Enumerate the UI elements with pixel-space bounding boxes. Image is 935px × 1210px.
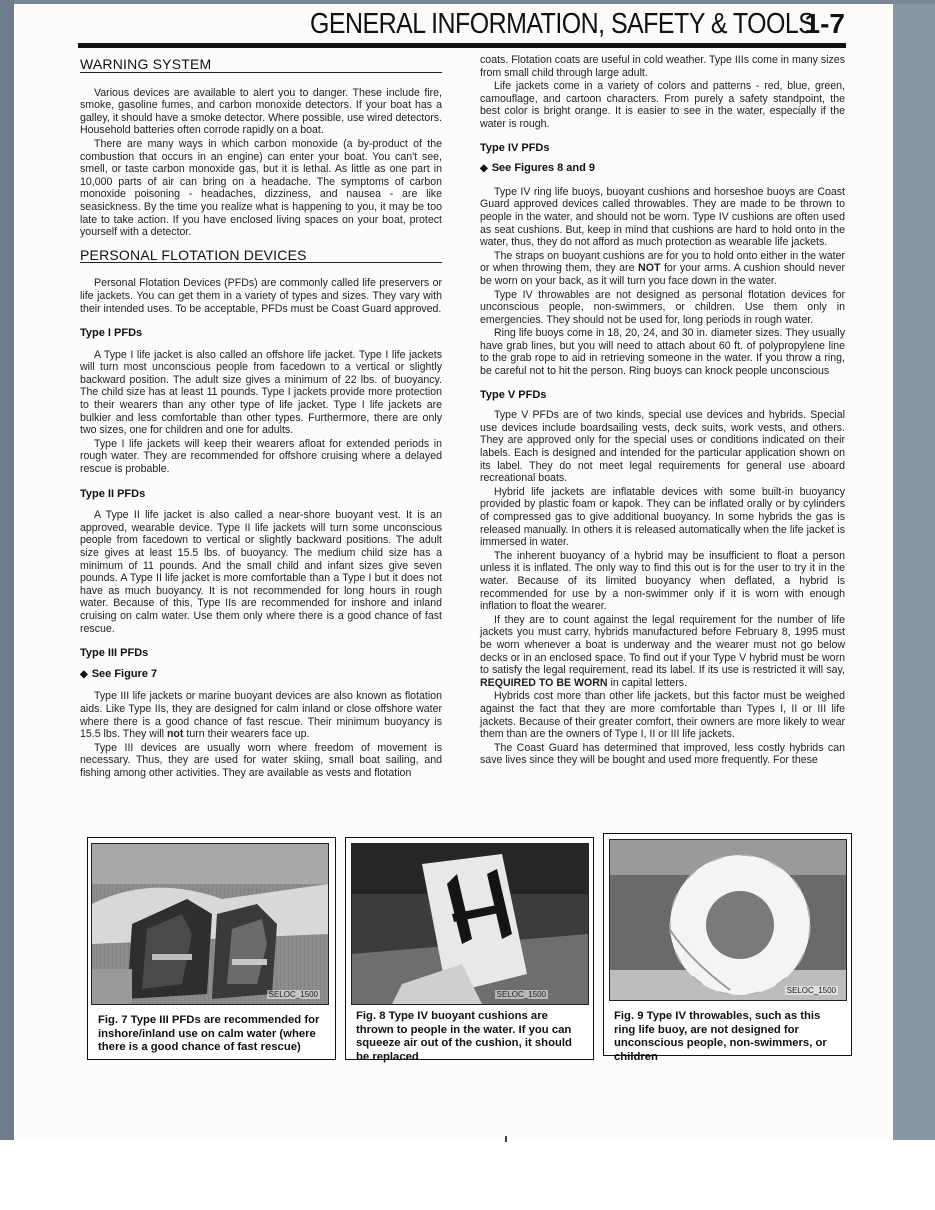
page-title: GENERAL INFORMATION, SAFETY & TOOLS [310, 8, 815, 40]
figure-7-caption: Fig. 7 Type III PFDs are recommended for inshore/inland use on calm water (where there is a good chance of fast rescue) [98, 1014, 320, 1053]
paragraph: Personal Flotation Devices (PFDs) are commonly called life preservers or life jackets. You can get them in a variety of types and sizes. They vary with their intended uses. To be acceptable, PFDs must be Coast Guard approved. [80, 277, 442, 315]
page-header [310, 8, 845, 42]
paragraph: Type III life jackets or marine buoyant devices are also known as flotation aids. Like Type IIs, they are designed for calm inland or close offshore water where there is a good chance of fast rescue. Their minimum buoyancy is 15.5 lbs. They will not turn their wearers face up. [80, 690, 442, 741]
section-heading-pfd: PERSONAL FLOTATION DEVICES [80, 249, 442, 264]
paragraph: Hybrids cost more than other life jackets, but this factor must be weighed against the fact that they are more comfortable than Types I, II or III life jackets. Because of their greater comfort, their owners are more likely to wear them than are the owners of Type I, II or III life jackets. [480, 690, 845, 741]
paragraph: Type I life jackets will keep their wearers afloat for extended periods in rough water. They are recommended for offshore cruising where a delayed rescue is probable. [80, 437, 442, 476]
paragraph: Type IV throwables are not designed as personal flotation devices for unconscious people, non-swimmers, or children. Use them only in emergencies. They should not be used for, long periods in rough water. [480, 288, 845, 326]
figure-8-watermark: SELOC_1500 [496, 990, 546, 999]
figure-8 [345, 837, 594, 1063]
figure-9-watermark: SELOC_1500 [786, 986, 836, 995]
subheading-type2: Type II PFDs [80, 487, 146, 500]
paragraph: A Type I life jacket is also called an offshore life jacket. Type I life jackets will turn most unconscious people from facedown to a vertical or slightly backward position. The adult size gives a minimum of 22 lbs. of buoyancy. The child size has at least 11 pounds. Type I jackets provide more protection to their wearers than any other type of life jacket. Type I life jackets are bulkier and less comfortable than other types. Furthermore, there are only two sizes, one for children and one for adults. [80, 348, 442, 437]
paragraph: Life jackets come in a variety of colors and patterns - red, blue, green, camouflage, and cartoon characters. From purely a safety standpoint, the best color is bright orange. It is easier to see in the water, especially if the water is rough. [480, 80, 845, 130]
see-figure-7: ◆ See Figure 7 [80, 667, 158, 680]
see-figures-8-9: ◆ See Figures 8 and 9 [480, 162, 596, 175]
paragraph: If they are to count against the legal requirement for the number of life jackets you must carry, hybrids manufactured before February 8, 1995 must be worn whenever a boat is underway and the wearer must not go below decks or in an enclosed space. To find out if your Type V hybrid must be worn to satisfy the legal requirement, read its label. If its use is restricted it will say, REQUIRED TO BE WORN in capital letters. [480, 613, 845, 689]
page-mark [505, 1136, 507, 1142]
paragraph: coats. Flotation coats are useful in cold weather. Type IIIs come in many sizes from small child through large adult. [480, 54, 845, 79]
diamond-icon: ◆ [80, 668, 88, 680]
scan-right-edge [893, 4, 935, 1140]
figure-9-caption: Fig. 9 Type IV throwables, such as this ring life buoy, are not designed for unconscious people, non-swimmers, or children [614, 1010, 827, 1063]
figure-7-photo [91, 843, 329, 1005]
paragraph: Type III devices are usually worn where freedom of movement is necessary. Thus, they are used for water skiing, small boat sailing, and fishing among other activities. They are available as vests and flotation [80, 741, 442, 779]
figure-9 [603, 833, 852, 1063]
paragraph: The straps on buoyant cushions are for you to hold onto either in the water or when throwing them, they are NOT for your arms. A cushion should never be worn on your back, as it will turn you face down in the water. [480, 249, 845, 287]
right-column [480, 54, 845, 767]
paragraph: The inherent buoyancy of a hybrid may be insufficient to float a person unless it is inflated. The only way to find this out is for the user to try it in the water. Because of its limited buoyancy when deflated, a hybrid is recommended for use by a non-swimmer only if it is worn with enough inflation to float the wearer. [480, 549, 845, 613]
figure-7 [87, 837, 336, 1060]
paragraph: Various devices are available to alert you to danger. These include fire, smoke, gasoline fumes, and carbon monoxide detectors. If your boat has a galley, it should have a smoke detector. Where possible, use wired detectors. Household batteries often corrode rapidly on a boat. [80, 86, 442, 137]
scan-left-edge [0, 0, 14, 1140]
paragraph: Type IV ring life buoys, buoyant cushions and horseshoe buoys are Coast Guard approved devices called throwables. They are made to be thrown to people in the water, and should not be worn. Type IV cushions are often used as seat cushions. But, keep in mind that cushions are hard to hold onto in the water, thus, they do not afford as much protection as wearable life jackets. [480, 185, 845, 249]
section-heading-warning: WARNING SYSTEM [80, 58, 442, 73]
subheading-type1: Type I PFDs [80, 327, 143, 340]
figure-7-watermark: SELOC_1500 [268, 990, 318, 999]
figure-8-caption: Fig. 8 Type IV buoyant cushions are thrown to people in the water. If you can squeeze air out of the cushion, it should be replaced [356, 1010, 572, 1063]
subheading-type5: Type V PFDs [480, 388, 547, 401]
page-number: 1-7 [804, 8, 845, 39]
header-rule [78, 43, 846, 48]
paragraph: There are many ways in which carbon monoxide (a by-product of the combustion that occurs in an engine) can enter your boat. You can't see, smell, or taste carbon monoxide gas, but it is lethal. As little as one part in 10,000 parts of air can bring on a headache. The symptoms of carbon monoxide poisoning - headaches, dizziness, and nausea - are like seasickness. By the time you realize what is happening to you, it may be too late to take action. If you have enclosed living spaces on your boat, protect yourself with a detector. [80, 137, 442, 239]
subheading-type3: Type III PFDs [80, 647, 149, 660]
paragraph: Type V PFDs are of two kinds, special use devices and hybrids. Special use devices include boardsailing vests, deck suits, work vests, and others. They are approved only for the special uses or conditions indicated on their labels. Each is designed and intended for the particular application shown on its label. They do not meet legal requirements for general use aboard recreational boats. [480, 409, 845, 485]
paragraph: Hybrid life jackets are inflatable devices with some built-in buoyancy provided by plastic foam or kapok. They can be inflated orally or by cylinders of compressed gas to give additional buoyancy. In some hybrids the gas is released manually. In others it is released automatically when the life jacket is immersed in water. [480, 485, 845, 549]
paragraph: The Coast Guard has determined that improved, less costly hybrids can save lives since they will be bought and used more frequently. For these [480, 741, 845, 767]
paragraph: Ring life buoys come in 18, 20, 24, and 30 in. diameter sizes. They usually have grab lines, but you will need to attach about 60 ft. of polypropylene line to the grab rope to aid in retrieving someone in the water. If you throw a ring, be careful not to hit the person. Ring buoys can knock people unconscious [480, 327, 845, 378]
subheading-type4: Type IV PFDs [480, 141, 550, 154]
diamond-icon: ◆ [480, 163, 488, 175]
figure-8-photo [351, 843, 589, 1005]
figure-9-photo [609, 839, 847, 1001]
left-column [80, 58, 442, 780]
paragraph: A Type II life jacket is also called a near-shore buoyant vest. It is an approved, wearable device. Type II life jackets will turn some unconscious people from facedown to vertical or slightly backward positions. The adult size gives at least 15.5 lbs. of buoyancy. The medium child size has a minimum of 11 pounds. And the small child and infant sizes give seven pounds. A Type II life jacket is more comfortable than a Type I but it does not have as much buoyancy. It is not recommended for long hours in rough water. Because of this, Type IIs are recommended for inshore and inland cruising on calm water. Use them only where there is a good chance of fast rescue. [80, 509, 442, 635]
